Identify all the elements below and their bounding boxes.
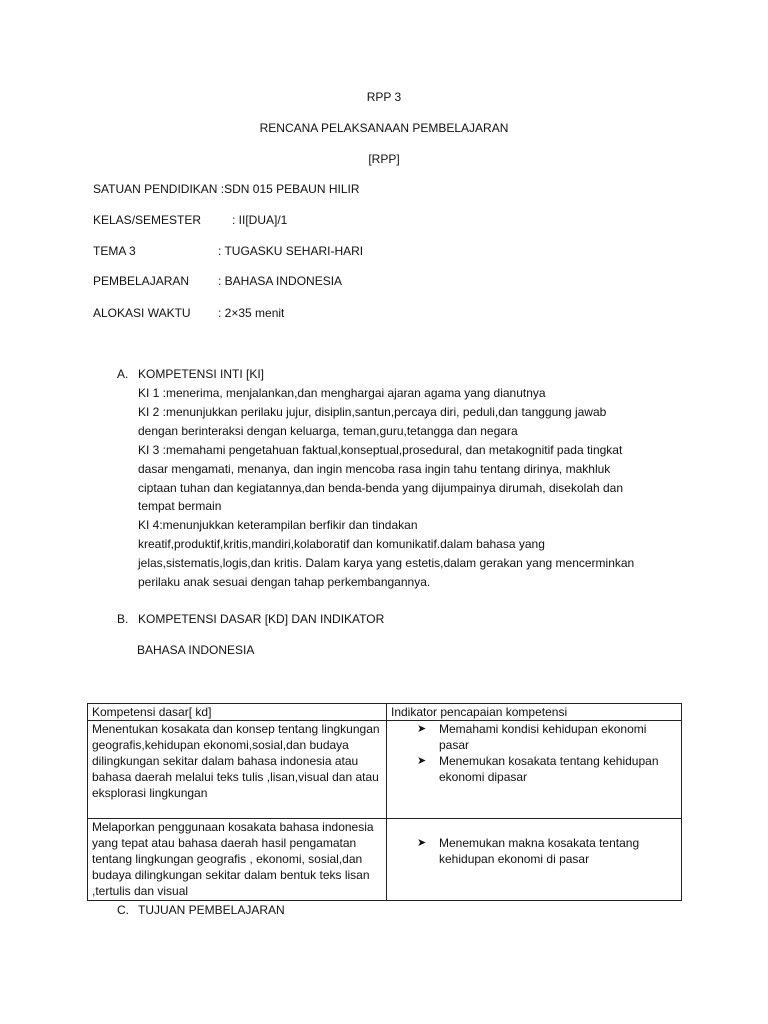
ki-line: KI 4:menunjukkan keterampilan berfikir dan tindakan <box>138 518 418 532</box>
table-row <box>88 721 682 819</box>
ki-line: ciptaan tuhan dan kegiatannya,dan benda-benda yang dijumpainya dirumah, disekolah dan <box>138 481 624 495</box>
table-header-indicator: Indikator pencapaian kompetensi <box>387 704 682 721</box>
kd-text: Menentukan kosakata dan konsep tentang lingkungan geografis,kehidupan ekonomi,sosial,dan budaya dilingkungan sekitar dalam bahasa indonesia atau bahasa daerah melalui teks tulis ,lisan,visual dan atau eksplorasi lingkungan <box>92 722 380 800</box>
kelas-label: KELAS/SEMESTER <box>93 213 202 227</box>
ki-line: KI 1 :menerima, menjalankan,dan menghargai ajaran agama yang dianutnya <box>138 386 546 400</box>
kelas-value: : II[DUA]/1 <box>232 213 288 227</box>
indicator-list <box>391 721 677 785</box>
pembelajaran-label: PEMBELAJARAN <box>93 274 190 288</box>
ki-line: jelas,sistematis,logis,dan kritis. Dalam karya yang estetis,dalam gerakan yang mencerminkan <box>138 556 635 570</box>
arrowhead-bullet-icon: ➤ <box>417 755 427 767</box>
arrowhead-bullet-icon: ➤ <box>417 837 427 849</box>
indicator-text: Menemukan kosakata tentang kehidupan ekonomi dipasar <box>439 754 659 784</box>
tema-label: TEMA 3 <box>93 244 136 258</box>
section-b-title: KOMPETENSI DASAR [KD] DAN INDIKATOR <box>138 612 385 626</box>
rpp-number: RPP 3 <box>366 90 402 104</box>
arrowhead-bullet-icon: ➤ <box>417 723 427 735</box>
section-c-title: TUJUAN PEMBELAJARAN <box>138 903 285 917</box>
kd-cell <box>88 819 387 901</box>
table-row <box>88 819 682 901</box>
document-abbr: [RPP] <box>368 152 400 166</box>
section-b-subject: BAHASA INDONESIA <box>137 643 255 657</box>
alokasi-value: : 2×35 menit <box>218 306 285 320</box>
ki-line: KI 3 :memahami pengetahuan faktual,konseptual,prosedural, dan metakognitif pada tingkat <box>138 443 623 457</box>
list-item <box>391 753 677 785</box>
section-a-title: KOMPETENSI INTI [KI] <box>138 367 265 381</box>
ki-line: dasar mengamati, menanya, dan ingin mencoba rasa ingin tahu tentang dirinya, makhluk <box>138 462 611 476</box>
section-b-letter: B. <box>117 612 129 626</box>
kd-cell <box>88 721 387 819</box>
indicator-text: Memahami kondisi kehidupan ekonomi pasar <box>439 722 647 752</box>
ki-line: perilaku anak sesuai dengan tahap perkembangannya. <box>138 575 431 589</box>
document-title: RENCANA PELAKSANAAN PEMBELAJARAN <box>259 121 509 135</box>
ki-line: kreatif,produktif,kritis,mandiri,kolaboratif dan komunikatif.dalam bahasa yang <box>138 537 545 551</box>
table-header-kd: Kompetensi dasar[ kd] <box>88 704 387 721</box>
kd-table <box>87 703 682 901</box>
indicator-cell <box>387 721 682 819</box>
tema-value: : TUGASKU SEHARI-HARI <box>218 244 364 258</box>
list-item <box>391 835 677 867</box>
indicator-list <box>391 835 677 867</box>
pembelajaran-value: : BAHASA INDONESIA <box>218 274 343 288</box>
list-item <box>391 721 677 753</box>
table-header-row <box>88 704 682 721</box>
ki-line: KI 2 :menunjukkan perilaku jujur, disiplin,santun,percaya diri, peduli,dan tanggung jawab <box>138 405 607 419</box>
section-a-letter: A. <box>117 367 129 381</box>
indicator-text: Menemukan makna kosakata tentang kehidupan ekonomi di pasar <box>439 836 640 866</box>
alokasi-label: ALOKASI WAKTU <box>93 306 191 320</box>
indicator-cell <box>387 819 682 901</box>
ki-line: dengan berinteraksi dengan keluarga, teman,guru,tetangga dan negara <box>138 424 518 438</box>
kd-text: Melaporkan penggunaan kosakata bahasa indonesia yang tepat atau bahasa daerah hasil pengamatan tentang lingkungan geografis , ekonomi, sosial,dan budaya dilingkungan sekitar dalam bentuk teks lisan ,tertulis dan visual <box>92 820 374 898</box>
satuan-pendidikan: SATUAN PENDIDIKAN :SDN 015 PEBAUN HILIR <box>93 182 360 196</box>
section-c-letter: C. <box>117 903 129 917</box>
ki-line: tempat bermain <box>138 499 222 513</box>
